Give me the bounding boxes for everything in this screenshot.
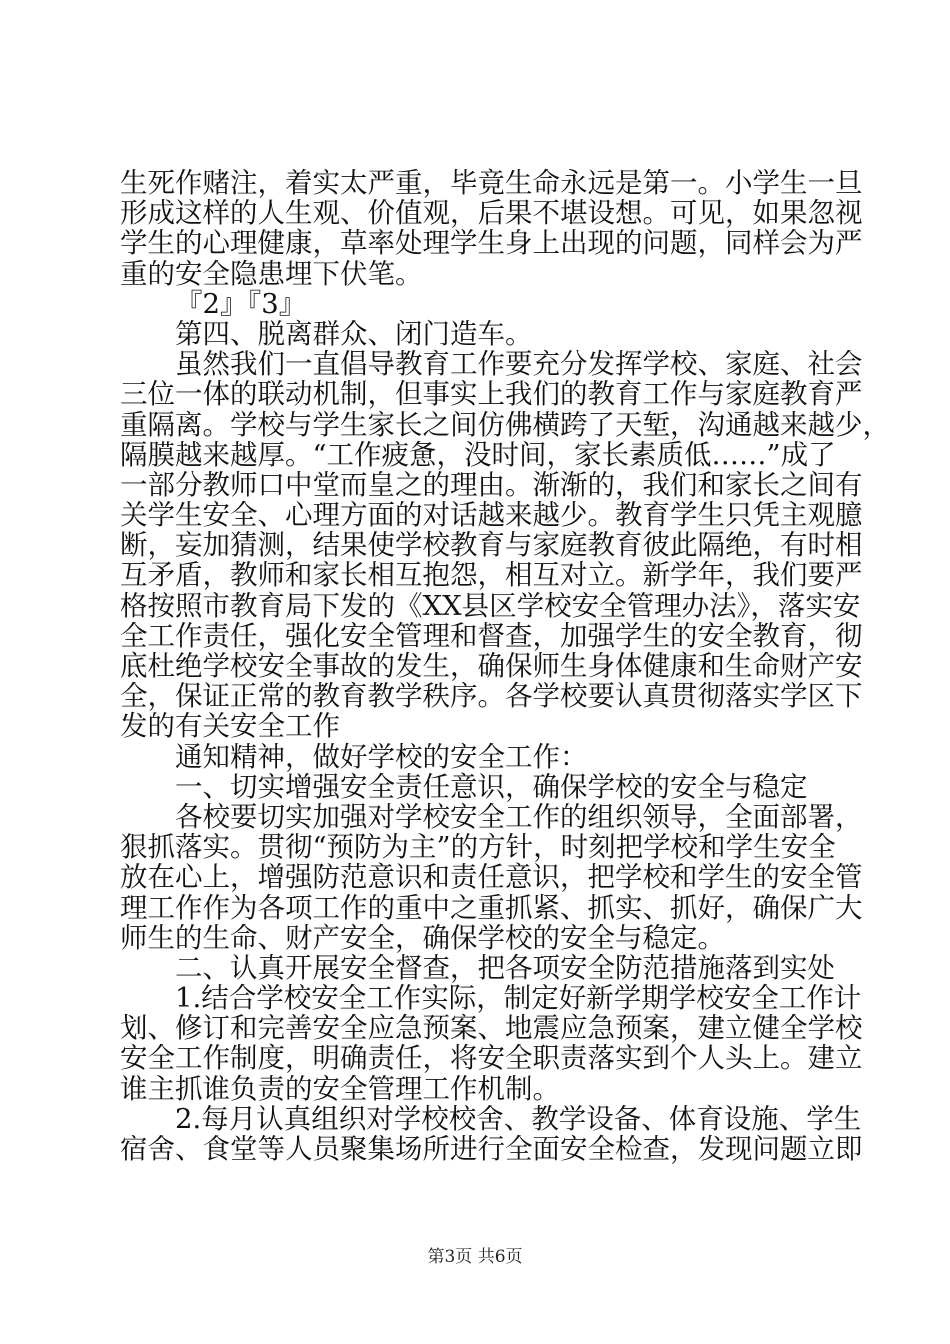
text-line: 三位一体的联动机制，但事实上我们的教育工作与家庭教育严 bbox=[120, 378, 863, 411]
text-line: 断，妄加猜测，结果使学校教育与家庭教育彼此隔绝，有时相 bbox=[120, 529, 863, 562]
text-line: 重隔离。学校与学生家长之间仿佛横跨了天堑，沟通越来越少， bbox=[120, 408, 890, 441]
text-line: 学生的心理健康，草率处理学生身上出现的问题，同样会为严 bbox=[120, 227, 863, 260]
text-line: 全，保证正常的教育教学秩序。各学校要认真贯彻落实学区下 bbox=[120, 680, 863, 713]
text-line: 狠抓落实。贯彻“预防为主”的方针，时刻把学校和学生安全 bbox=[120, 831, 836, 864]
text-line: 2.每月认真组织对学校校舍、教学设备、体育设施、学生 bbox=[175, 1102, 862, 1135]
text-line: 第四、脱离群众、闭门造车。 bbox=[175, 317, 533, 350]
text-line: 各校要切实加强对学校安全工作的组织领导，全面部署， bbox=[175, 800, 863, 833]
text-line: 形成这样的人生观、价值观，后果不堪设想。可见，如果忽视 bbox=[120, 197, 863, 230]
text-line: 一部分教师口中堂而皇之的理由。渐渐的，我们和家长之间有 bbox=[120, 468, 863, 501]
text-line: 一、切实增强安全责任意识，确保学校的安全与稳定 bbox=[175, 770, 808, 803]
text-line: 1.结合学校安全工作实际，制定好新学期学校安全工作计 bbox=[175, 982, 862, 1015]
text-line: 生死作赌注，着实太严重，毕竟生命永远是第一。小学生一旦 bbox=[120, 167, 863, 199]
text-line: 重的安全隐患埋下伏笔。 bbox=[120, 257, 423, 290]
text-line: 关学生安全、心理方面的对话越来越少。教育学生只凭主观臆 bbox=[120, 499, 863, 532]
text-line: 全工作责任，强化安全管理和督查，加强学生的安全教育，彻 bbox=[120, 619, 863, 652]
text-line: 虽然我们一直倡导教育工作要充分发挥学校、家庭、社会 bbox=[175, 348, 863, 381]
text-line: 格按照市教育局下发的《XX县区学校安全管理办法》，落实安 bbox=[120, 589, 861, 622]
text-line: 放在心上，增强防范意识和责任意识，把学校和学生的安全管 bbox=[120, 861, 863, 894]
text-line: 发的有关安全工作 bbox=[120, 710, 340, 743]
text-line: 底杜绝学校安全事故的发生，确保师生身体健康和生命财产安 bbox=[120, 650, 863, 682]
text-line: 理工作作为各项工作的重中之重抓紧、抓实、抓好，确保广大 bbox=[120, 891, 863, 924]
text-line: 宿舍、食堂等人员聚集场所进行全面安全检查，发现问题立即 bbox=[120, 1133, 863, 1165]
text-line: 互矛盾，教师和家长相互抱怨，相互对立。新学年，我们要严 bbox=[120, 559, 863, 592]
text-line: 安全工作制度，明确责任，将安全职责落实到个人头上。建立 bbox=[120, 1042, 863, 1075]
text-line: 谁主抓谁负责的安全管理工作机制。 bbox=[120, 1072, 560, 1105]
text-line: 隔膜越来越厚。“工作疲惫，没时间，家长素质低……”成了 bbox=[120, 438, 836, 471]
text-line: 划、修订和完善安全应急预案、地震应急预案，建立健全学校 bbox=[120, 1012, 863, 1045]
text-line: 师生的生命、财产安全，确保学校的安全与稳定。 bbox=[120, 921, 725, 954]
text-line: 通知精神，做好学校的安全工作： bbox=[175, 740, 588, 773]
text-line: 『2』『3』 bbox=[175, 287, 307, 320]
text-line: 二、认真开展安全督查，把各项安全防范措施落到实处 bbox=[175, 951, 835, 984]
document-body bbox=[120, 167, 890, 1165]
page-footer: 第3页 共6页 bbox=[427, 1247, 523, 1267]
